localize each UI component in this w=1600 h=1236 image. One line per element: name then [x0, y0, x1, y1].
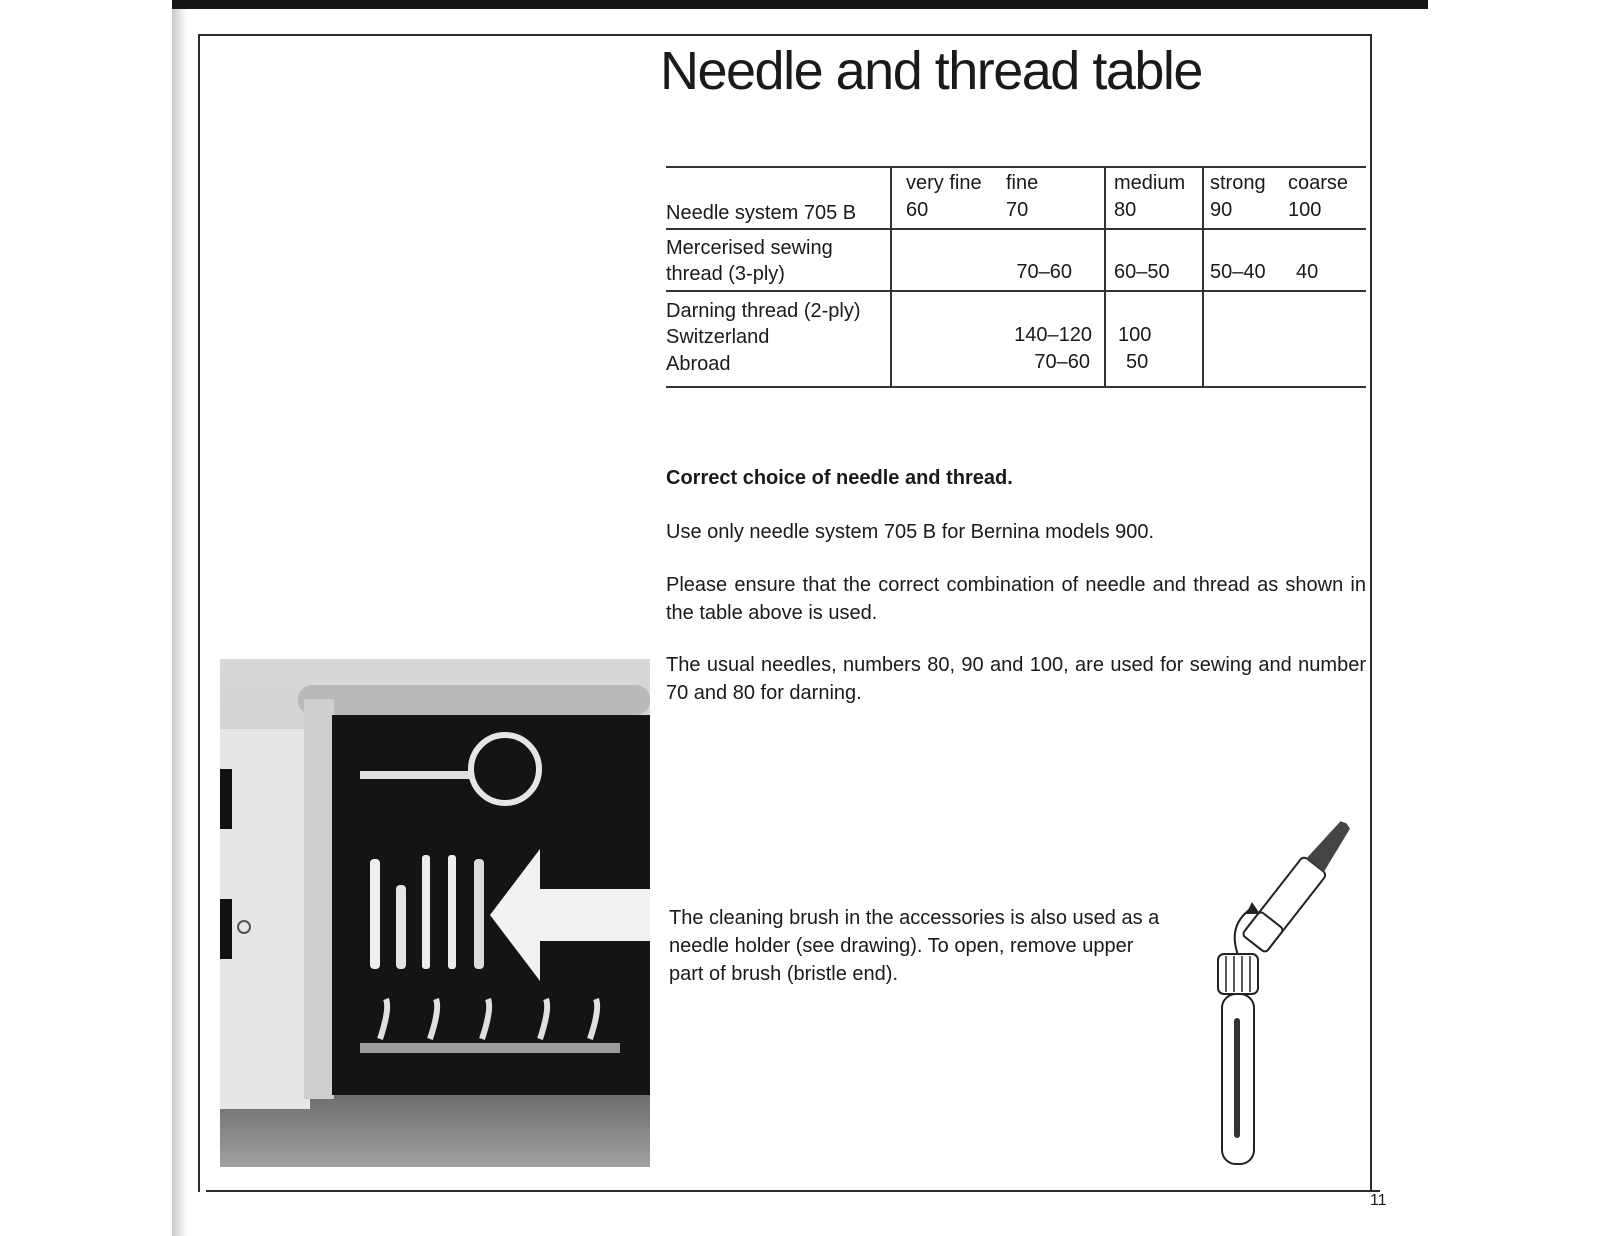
cleaning-brush-drawing [1216, 818, 1376, 1168]
table-rule-row2 [666, 290, 1366, 292]
row-label-needle-system: Needle system 705 B [666, 202, 857, 224]
mercerised-medium: 60–50 [1114, 261, 1170, 283]
row-label-mercerised-2: thread (3-ply) [666, 263, 785, 285]
needle-strong: 90 [1210, 199, 1233, 221]
table-rule-bottom [666, 386, 1366, 388]
page-binding-shadow [172, 9, 188, 1236]
page-number: 11 [1370, 1192, 1387, 1209]
darning-switzerland-medium: 100 [1118, 324, 1152, 346]
page-top-edge [172, 0, 1428, 9]
row-label-mercerised-1: Mercerised sewing [666, 237, 833, 259]
mercerised-fine: 70–60 [1016, 261, 1072, 283]
paragraph-combination: Please ensure that the correct combination of needle and thread as shown in the table above is used. [666, 574, 1366, 624]
row-label-darning: Darning thread (2-ply) [666, 300, 861, 322]
page-frame-bottom [206, 1190, 1380, 1192]
section-heading: Correct choice of needle and thread. [666, 467, 1013, 489]
darning-abroad-fine: 70–60 [1034, 351, 1090, 373]
darning-abroad-medium: 50 [1126, 351, 1149, 373]
needle-coarse: 100 [1288, 199, 1322, 221]
table-rule-top-2 [888, 166, 1366, 168]
header-very-fine: very fine [906, 172, 982, 194]
table-col-divider-2 [1104, 166, 1106, 388]
table-rule-top-1 [666, 166, 888, 168]
needle-thread-table [666, 166, 1366, 388]
table-rule-row1 [666, 228, 1366, 230]
header-coarse: coarse [1288, 172, 1349, 194]
paragraph-needle-system: Use only needle system 705 B for Bernina models 900. [666, 521, 1155, 543]
row-label-abroad: Abroad [666, 353, 731, 375]
brush-caption: The cleaning brush in the accessories is also used as a needle holder (see drawing). To open, remove upper part of brush (bristle end). [669, 907, 1160, 985]
accessory-box-photo [220, 659, 650, 1167]
needle-very-fine: 60 [906, 199, 929, 221]
header-medium: medium [1114, 172, 1186, 194]
needle-fine: 70 [1006, 199, 1029, 221]
mercerised-strong: 50–40 [1210, 261, 1266, 283]
paragraph-usual-needles: The usual needles, numbers 80, 90 and 100, are used for sewing and number 70 and 80 for darning. [666, 654, 1366, 704]
header-strong: strong [1210, 172, 1266, 194]
page-title: Needle and thread table [660, 41, 1202, 101]
row-label-switzerland: Switzerland [666, 326, 770, 348]
needle-medium: 80 [1114, 199, 1137, 221]
mercerised-coarse: 40 [1296, 261, 1319, 283]
table-col-divider-1 [890, 166, 892, 388]
header-fine: fine [1006, 172, 1039, 194]
darning-switzerland-fine: 140–120 [1014, 324, 1092, 346]
table-col-divider-3 [1202, 166, 1204, 388]
